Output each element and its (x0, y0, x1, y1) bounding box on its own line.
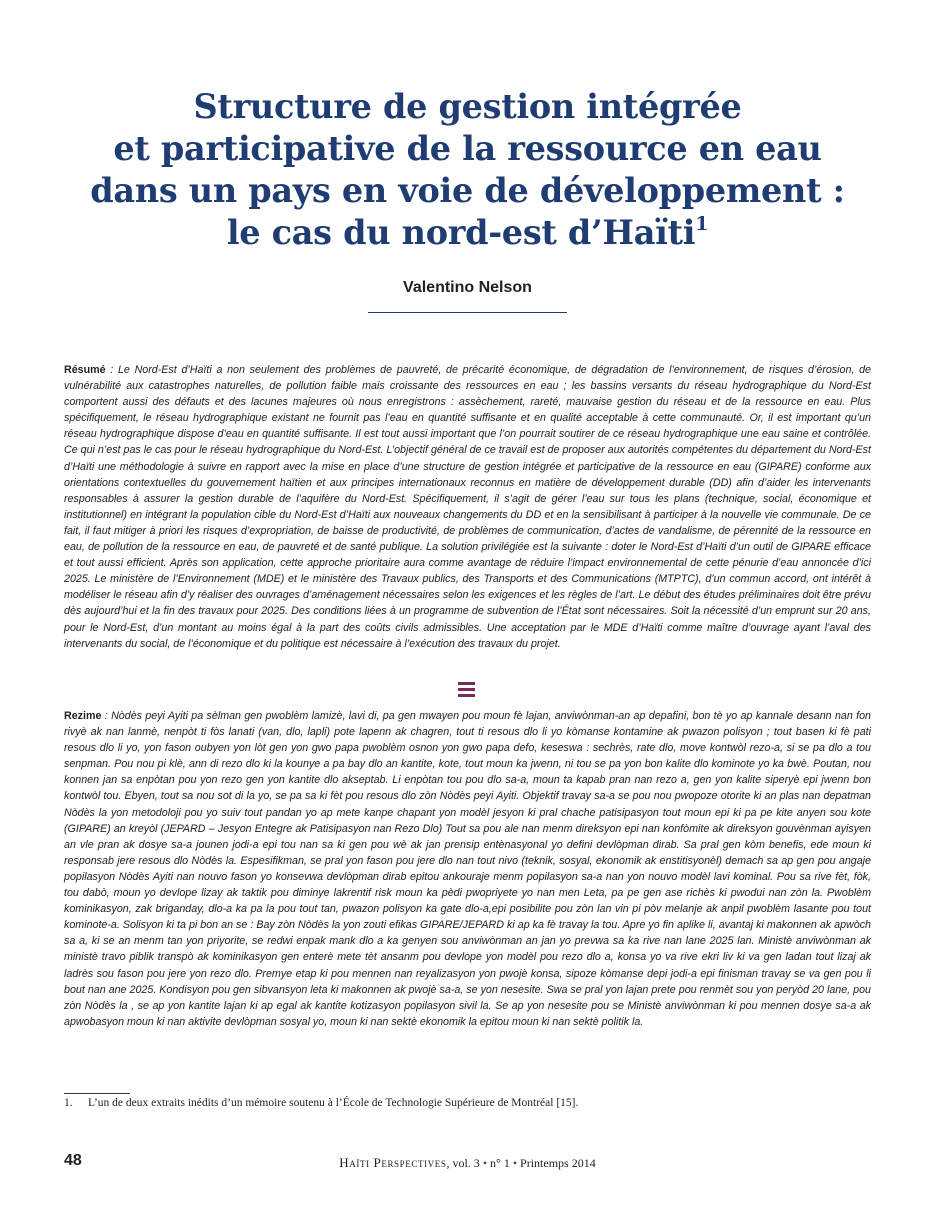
abstract-french (64, 362, 871, 652)
footer-separator-1: • (482, 1156, 488, 1170)
journal-season: Printemps 2014 (517, 1156, 596, 1170)
footnote-number: 1. (64, 1097, 73, 1109)
journal-volume: , vol. 3 (446, 1156, 480, 1170)
journal-issue: n° 1 (487, 1156, 513, 1170)
abstract-creole-text: : Nòdès peyi Ayiti pa sèlman gen pwoblèm lamizè, lavi di, pa gen mwayen pou moun fè lajan, anviwònman-an ap depafini, bon tè yo ap kannale desann nan fon rivyè ak nan lanmè, nenpòt ti fòs lanati (van, dlo, lapli) pote lapenn ak chagren, tout ti resous dlo li yo kòmanse kontamine ak pwazon polisyon ; tout basen ki fè pati resous dlo li yo, yon fason oubyen yon lòt gen yon gwo papa pwoblèm osnon yon gwo papa defo, keseswa : sechrès, rate dlo, move kontwòl rezo-a, si se pa dlo a tou senpman. Pou nou pi klè, ann di rezo dlo ki la kounye a pa bay dlo an kantite, kote, tout moun ka jwenn, ni tou se pa yon bon kalite dlo kominote yo ka bwè. Poutan, nou konnen jan sa enpòtan pou yon rezo gen yon kantite dlo akseptab. Li enpòtan tou pou dlo sa-a, moun ta kapab pran nan rezo a, gen yon kalite siperyè epi jwenn bon kontwòl tou. Ebyen, tout sa nou sot di la yo, se pa sa ki fèt pou resous dlo zòn Nòdès peyi Ayiti. Objektif travay sa-a se pou nou pwopoze otorite ki an plas nan depatman Nòdès la yon metodoloji pou yo suiv tout pandan yo ap mete kanpe chapant yon modèl jesyon ki pral chache patisipasyon tout moun epi ki pa pe kite anyen sou kote (GIPARE) an kreyòl (JEPARD – Jesyon Entegre ak Patisipasyon nan Rezo Dlo) Tout sa pou ale nan menm direksyon epi nan konfòmite ak direksyon gouvènman ayisyen an vle pran ak dosye sa-a jounen jodi-a epi tou nan sa ki gen pou wè ak jan prensip entènasyonal yo defini devlòpman dirab. Sa pral gen kòm benefis, ede moun ki responsab jere resous dlo Nòdès la. Espesifikman, se pral yon fason pou jere dlo nan tout nivo (teknik, sosyal, ekonomik ak enstitisyonèl) demach sa ap gen pou angaje popilasyon Nòdès Ayiti nan nouvo fason yo konsevwa devlòpman dirab epitou ankouraje menm popilasyon sa-a nan yon nouvo modèl lavi kominal. Pou sa rive fèt, fòk, tou dabò, moun yo devlope lizay ak taktik pou diminye lakrentif risk moun ka pèdi pwopriyete yo nan men Leta, pa pe gen ase richès ki pwodui nan zòn la. Pwoblèm kominikasyon, zak briganday, dlo-a ka pa la pou tout tan, pwazon polisyon ka gate dlo-a,epi posibilite pou zòn lan vin pi pòv melanje ak anpil pwoblèm lasante pou tout kominote-a. Solisyon ki ta pi bon an se : Bay zòn Nòdès la yon zouti efikas GIPARE/JEPARD ki ap ka fè travay la tou. Apre yo fin aplike li, avantaj ki makonnen ak apwòch sa a, ki se an menm tan yon priyorite, se redwi enpak mank dlo a ka genyen sou anviwònman an jan yo prevwa sa ka rive nan lane 2025 lan. Ministè anviwònman ak ministè travo piblik transpò ak kominikasyon gen enterè mete tèt ansanm pou devlope yon modèl pou rezo dlo a, konsa yo va rive ekri liv ki va gen ladan tout lizaj ak ladrès sou fason pou jere yon rezo dlo. Premye etap ki pou mennen nan reyalizasyon yon pwojè konsa, sipoze kòmanse depi jodi-a epi finisman travay se va gen pou li bout nan ane 2025. Kondisyon pou gen sibvansyon leta ki makonnen ak pwojè sa-a, se yon nesesite. Swa se pral yon lajan prete pou renmèt sou yon peryòd 20 lane, pou zòn Nòdès la , se ap yon kantite lajan ki ap egal ak kantite kotizasyon popilasyon sivil la. Se ap yon nesesite pou se Ministè anviwònman ki pou mennen dosye sa-a ak apwobasyon moun ki nan aktivite devlòpman sosyal yo, moun ki nan sektè ekonomik la epitou moun ki nan sektè politik la. (64, 710, 871, 1028)
journal-name: Haïti Perspectives (339, 1155, 447, 1170)
title-line-3: dans un pays en voie de développement : (90, 171, 845, 210)
running-footer (0, 1155, 935, 1171)
footnote (64, 1097, 864, 1109)
article-title (60, 86, 875, 254)
title-line-4-text: le cas du nord-est d’Haïti (226, 213, 696, 252)
abstract-creole (64, 708, 871, 1030)
section-separator-icon (458, 682, 475, 697)
title-line-2: et participative de la ressource en eau (113, 129, 822, 168)
footer-separator-2: • (512, 1156, 518, 1170)
author-name: Valentino Nelson (403, 279, 532, 296)
abstract-french-label: Résumé (64, 364, 106, 376)
author-divider (368, 312, 567, 313)
footnote-divider (64, 1093, 130, 1094)
title-footnote-marker[interactable]: 1 (695, 213, 709, 235)
abstract-french-text: : Le Nord-Est d’Haïti a non seulement des problèmes de pauvreté, de précarité économique, de dégradation de l’environnement, de risques d’érosion, de vulnérabilité aux catastrophes naturelles, de pollution faible mais croissante des ressources en eau ; les bassins versants du réseau hydrographique du Nord-Est comportent aussi des défauts et des lacunes majeures où nous enregistrons : assèchement, rareté, mauvaise gestion du réseau et de la ressource en eau. Plus spécifiquement, le réseau hydrographique existant ne fournit pas l’eau en quantité suffisante et en qualité acceptable à cette communauté. Or, il est important qu’un réseau hydrographique dispose d’eau en quantité suffisante. Il est tout aussi important que l’on pourrait soutirer de ce réseau hydrographique une eau saine et contrôlée. Ce qui n’est pas le cas pour le réseau hydrographique du Nord-Est. L’objectif général de ce travail est de proposer aux autorités compétentes du département du Nord-Est d’Haïti une méthodologie à suivre en rapport avec la mise en place d’une structure de gestion intégrée et participative de la ressource en eau (GIPARE) conforme aux orientations contextuelles du gouvernement haïtien et aux principes internationaux reconnus en matière de développement durable (DD) afin d’aider les intervenants responsables à assurer la gestion durable de l’aquifère du Nord-Est. Spécifiquement, il s’agit de gérer l’eau sur tous les plans (technique, social, économique et institutionnel) en intégrant la population cible du Nord-Est d’Haïti aux nouveaux changements du DD et en la sensibilisant à participer à la nouvelle vie communale. De ce fait, il faut mitiger à priori les risques d’expropriation, de baisse de productivité, de problèmes de communication, d’actes de vandalisme, de pérennité de la ressource en eau, de pollution de la ressource en eau, de pauvreté et de santé publique. La solution privilégiée est la suivante : doter le Nord-Est d’Haïti d’un outil de GIPARE efficace et tout aussi efficient. Après son application, cette approche prioritaire aura comme avantage de réduire l’impact environnemental de cette pénurie d’eau annoncée d’ici 2025. Le ministère de l’Environnement (MDE) et le ministère des Travaux publics, des Transports et des Communications (MTPTC), d’un commun accord, ont intérêt à modéliser le réseau afin d’y réaliser des ouvrages d’aménagement nécessaires selon les exigences et les règles de l’art. Le début des études préliminaires doit être prévu dès aujourd’hui et la fin des travaux pour 2025. Des conditions liées à un programme de subvention de l’État sont nécessaires. Soit la nécessité d’un emprunt sur 20 ans, pour le Nord-Est, d’un montant au moins égal à la part des coûts civils admissibles. Une acceptation par le MDE d’Haïti comme maître d’ouvrage ayant l’aval des intervenants du social, de l’économique et du politique est nécessaire à l’exécution des travaux du projet. (64, 364, 871, 650)
title-line-1: Structure de gestion intégrée (193, 87, 742, 126)
footnote-text: L’un de deux extraits inédits d’un mémoire soutenu à l’École de Technologie Supérieure de Montréal [15]. (88, 1097, 579, 1109)
page-number: 48 (64, 1152, 82, 1169)
title-line-4 (60, 212, 875, 254)
abstract-creole-label: Rezime (64, 710, 102, 722)
